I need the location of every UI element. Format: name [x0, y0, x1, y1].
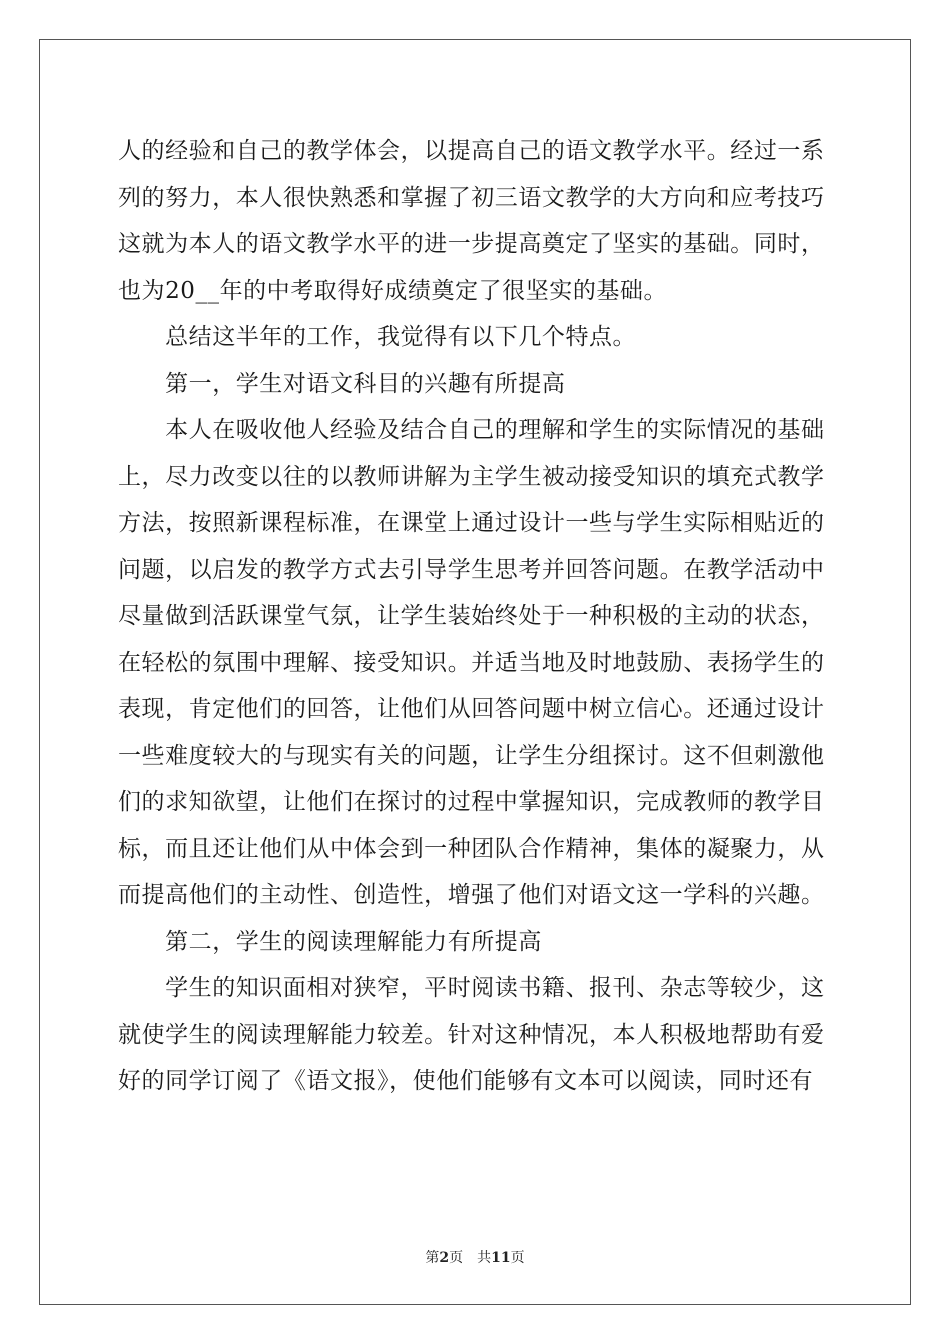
text-line-12: 在轻松的氛围中理解、接受知识。并适当地及时地鼓励、表扬学生的 — [118, 649, 825, 676]
text-line-3: 这就为本人的语文教学水平的进一步提高奠定了坚实的基础。同时， — [118, 231, 825, 257]
footer-mid: 页 共 — [449, 1250, 492, 1266]
text-line-10: 问题，以启发的教学方式去引导学生思考并回答问题。在教学活动中 — [118, 556, 825, 583]
section-heading-1: 第一，学生对语文科目的兴趣有所提高 — [118, 370, 566, 397]
text-line-1: 人的经验和自己的教学体会，以提高自己的语文教学水平。经过一系 — [118, 138, 825, 164]
text-line-7: 本人在吸收他人经验及结合自己的理解和学生的实际情况的基础 — [118, 417, 825, 443]
text-line-15: 们的求知欲望，让他们在探讨的过程中掌握知识，完成教师的教学目 — [118, 789, 825, 815]
section-heading-2: 第二，学生的阅读理解能力有所提高 — [118, 928, 542, 955]
page-footer — [0, 1247, 950, 1267]
total-pages-number: 11 — [491, 1250, 511, 1266]
text-line-17: 而提高他们的主动性、创造性，增强了他们对语文这一学科的兴趣。 — [118, 882, 825, 908]
text-line-11: 尽量做到活跃课堂气氛，让学生装始终处于一种积极的主动的状态， — [118, 603, 825, 629]
text-line-4: 也为20__年的中考取得好成绩奠定了很坚实的基础。 — [118, 277, 668, 304]
text-line-8: 上，尽力改变以往的以教师讲解为主学生被动接受知识的填充式教学 — [118, 463, 825, 490]
footer-prefix: 第 — [425, 1250, 440, 1266]
text-line-2: 列的努力，本人很快熟悉和掌握了初三语文教学的大方向和应考技巧 — [118, 184, 825, 211]
current-page-number: 2 — [439, 1250, 450, 1266]
text-line-13: 表现，肯定他们的回答，让他们从回答问题中树立信心。还通过设计 — [118, 696, 825, 722]
footer-suffix: 页 — [510, 1250, 525, 1266]
text-line-21: 好的同学订阅了《语文报》，使他们能够有文本可以阅读，同时还有 — [118, 1068, 813, 1094]
text-line-20: 就使学生的阅读理解能力较差。针对这种情况，本人积极地帮助有爱 — [118, 1021, 825, 1048]
document-body — [118, 128, 832, 1105]
text-line-9: 方法，按照新课程标准，在课堂上通过设计一些与学生实际相贴近的 — [118, 510, 825, 536]
text-line-19: 学生的知识面相对狭窄，平时阅读书籍、报刊、杂志等较少，这 — [118, 975, 825, 1001]
text-line-5: 总结这半年的工作，我觉得有以下几个特点。 — [118, 324, 637, 350]
text-line-16: 标，而且还让他们从中体会到一种团队合作精神，集体的凝聚力，从 — [118, 835, 825, 862]
text-line-14: 一些难度较大的与现实有关的问题，让学生分组探讨。这不但刺激他 — [118, 742, 825, 769]
